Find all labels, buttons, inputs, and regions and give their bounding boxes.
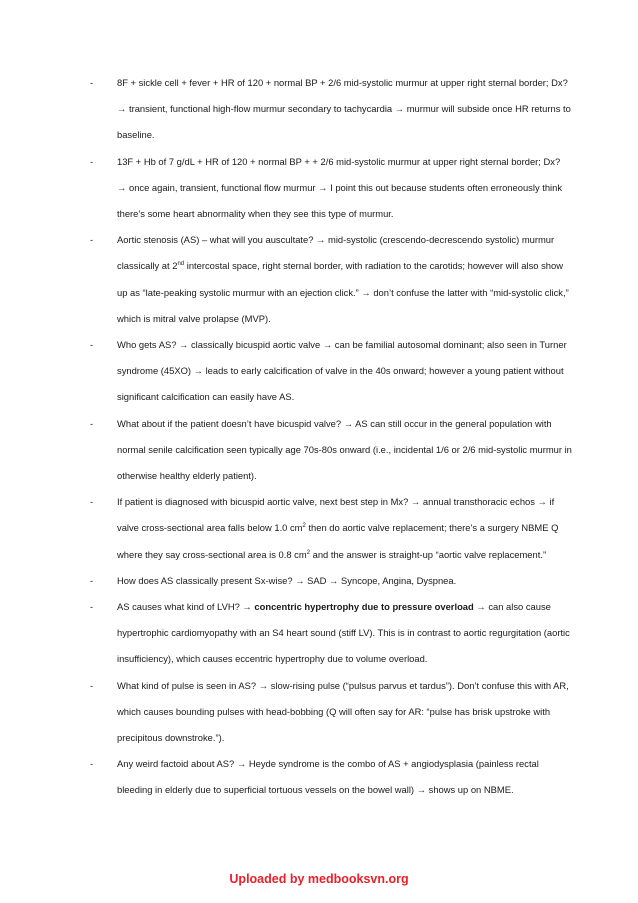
bullet-dash: - <box>90 77 94 88</box>
item-text: Who gets AS? → classically bicuspid aortic valve → can be familial autosomal dominant; also seen in Turner syndrome (45XO) → leads to early calcification of valve in the 40s onward; however a young patient without significant calcification can easily have AS. <box>117 339 567 403</box>
bullet-dash: - <box>90 339 94 351</box>
item-text: 13F + Hb of 7 g/dL + HR of 120 + normal BP + + 2/6 mid-systolic murmur at upper right sternal border; Dx? → once again, transient, functional flow murmur → I point this out because students often erroneously think there’s some heart abnormality when they see this type of murmur. <box>117 155 563 220</box>
item-text: How does AS classically present Sx-wise? → SAD → Syncope, Angina, Dyspnea. <box>117 574 457 586</box>
superscript: nd <box>177 261 185 268</box>
bullet-dash: - <box>90 574 94 586</box>
bold-phrase: concentric hypertrophy due to pressure overload <box>254 601 474 613</box>
bullet-dash: - <box>90 155 94 167</box>
item-text: Aortic stenosis (AS) – what will you auscultate? → mid-systolic (crescendo-decrescendo systolic) murmur classically at 2 <box>117 234 555 272</box>
item-text: intercostal space, right sternal border, with radiation to the carotids; however will also show up as “late-peaking systolic murmur with an ejection click.” → don’t confuse the latter with “mid-systolic click,” which is mitral valve prolapse (MVP). <box>117 260 569 324</box>
superscript: 2 <box>302 523 306 530</box>
bullet-dash: - <box>90 601 94 613</box>
bullet-dash: - <box>90 417 94 429</box>
bullet-dash: - <box>90 234 94 246</box>
item-text: What about if the patient doesn’t have bicuspid valve? → AS can still occur in the general population with normal senile calcification seen typically age 70s-80s onward (i.e., incidental 1/6 or 2/6 mid-systolic murmur in otherwise healthy elderly patient). <box>117 417 572 482</box>
list-item <box>90 751 572 803</box>
bullet-dash: - <box>90 758 94 770</box>
list-item <box>90 489 572 568</box>
item-text: and the answer is straight-up “aortic valve replacement.” <box>310 548 547 560</box>
bullet-list <box>90 70 572 804</box>
list-item <box>90 149 572 228</box>
list-item <box>90 411 572 490</box>
item-text: Any weird factoid about AS? → Heyde syndrome is the combo of AS + angiodysplasia (painless rectal bleeding in elderly due to superficial tortuous vessels on the bowel wall) → shows up on NBME. <box>117 758 539 796</box>
item-text: If patient is diagnosed with bicuspid aortic valve, next best step in Mx? → annual transthoracic echos → if valve cross-sectional area falls below 1.0 cm <box>117 496 555 534</box>
list-item <box>90 594 572 673</box>
list-item <box>90 673 572 752</box>
superscript: 2 <box>306 549 311 556</box>
item-text: What kind of pulse is seen in AS? → slow-rising pulse (“pulsus parvus et tardus”). Don’t confuse this with AR, which causes bounding pulses with head-bobbing (Q will often say for AR: “pulse has brisk upstroke with precipitous downstroke.”). <box>117 679 569 744</box>
bullet-dash: - <box>90 496 94 508</box>
list-item <box>90 70 572 149</box>
list-item <box>90 332 572 411</box>
list-item <box>90 227 572 332</box>
bullet-dash: - <box>90 679 94 691</box>
item-text: then do aortic valve replacement; there’s a surgery NBME Q where they say cross-sectional area is 0.8 cm <box>117 522 559 560</box>
list-item <box>90 568 572 594</box>
item-text: 8F + sickle cell + fever + HR of 120 + normal BP + 2/6 mid-systolic murmur at upper right sternal border; Dx? → transient, functional high-flow murmur secondary to tachycardia → murmur will subside once HR returns to baseline. <box>117 77 571 141</box>
item-text: AS causes what kind of LVH? → <box>117 601 255 613</box>
upload-footer: Uploaded by medbooksvn.org <box>229 872 409 886</box>
item-text: → can also cause hypertrophic cardiomyopathy with an S4 heart sound (stiff LV). This is in contrast to aortic regurgitation (aortic insufficiency), which causes eccentric hypertrophy due to volume overload. <box>117 601 570 665</box>
